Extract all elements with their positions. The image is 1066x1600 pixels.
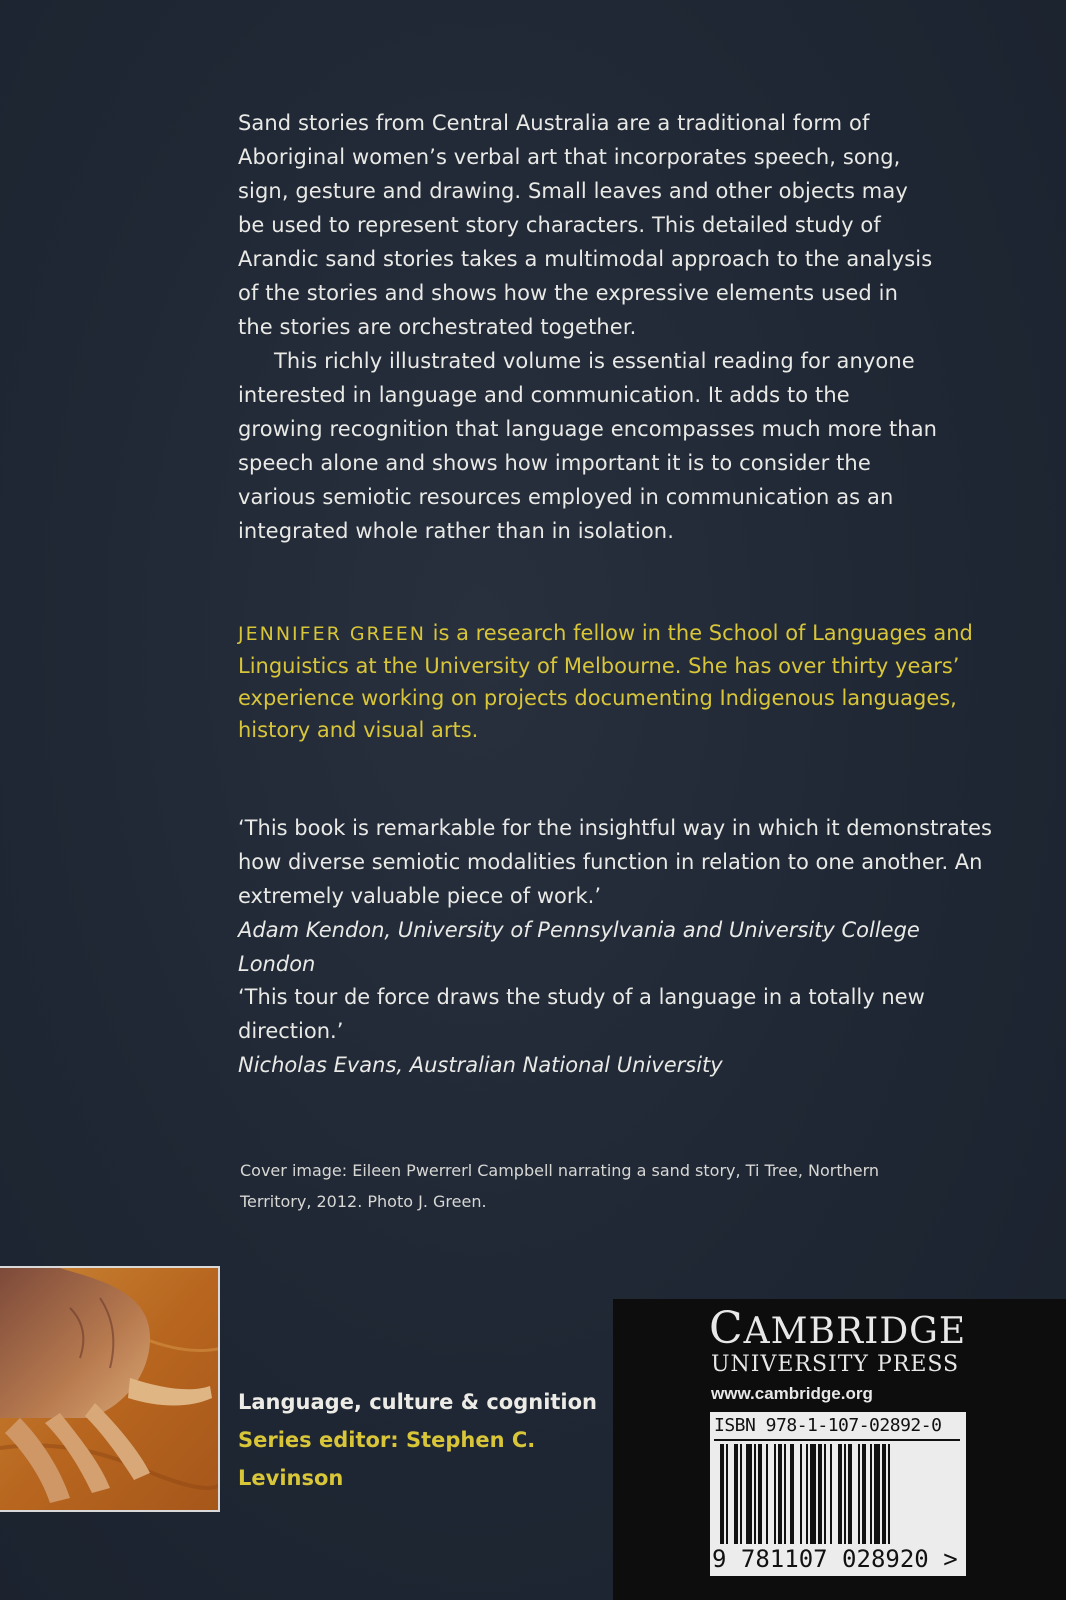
review-text: ‘This tour de force draws the study of a language in a totally new direction.’ bbox=[238, 985, 925, 1043]
series-title: Language, culture & cognition bbox=[238, 1390, 598, 1414]
series-editor: Series editor: Stephen C. Levinson bbox=[238, 1428, 536, 1490]
review-quote-2 bbox=[238, 980, 998, 1082]
review-quote-1 bbox=[238, 811, 998, 981]
blurb-paragraph-2: This richly illustrated volume is essential reading for anyone interested in language and communication. It adds to the growing recognition that language encompasses much more than speech alone and shows how important it is to consider the various semiotic resources employed in communication as an integrated whole rather than in isolation. bbox=[238, 349, 938, 543]
logo-rest: AMBRIDGE bbox=[743, 1311, 967, 1352]
barcode-panel bbox=[710, 1412, 966, 1576]
cover-image-credit: Cover image: Eileen Pwerrerl Campbell narrating a sand story, Ti Tree, Northern Territory, 2012. Photo J. Green. bbox=[240, 1161, 880, 1211]
hand-photo-illustration bbox=[0, 1268, 220, 1512]
book-blurb bbox=[238, 106, 938, 548]
isbn-label: ISBN 978-1-107-02892-0 bbox=[714, 1415, 942, 1436]
review-source: Adam Kendon, University of Pennsylvania and University College London bbox=[238, 918, 920, 976]
blurb-paragraph-1: Sand stories from Central Australia are a traditional form of Aboriginal women’s verbal art that incorporates speech, song, sign, gesture and drawing. Small leaves and other objects may be used to represent story characters. This detailed study of Arandic sand stories takes a multimodal approach to the analysis of the stories and shows how the expressive elements used in the stories are orchestrated together. bbox=[238, 111, 933, 339]
publisher-website: www.cambridge.org bbox=[711, 1384, 873, 1403]
publisher-box bbox=[613, 1299, 1066, 1600]
isbn-divider bbox=[714, 1439, 960, 1441]
barcode-bars bbox=[720, 1444, 956, 1544]
review-source: Nicholas Evans, Australian National University bbox=[238, 1053, 723, 1077]
publisher-subline: UNIVERSITY PRESS bbox=[711, 1352, 960, 1377]
cover-photo-hand-in-sand bbox=[0, 1266, 220, 1512]
logo-initial: C bbox=[709, 1303, 744, 1354]
author-bio bbox=[238, 617, 988, 746]
publisher-logo bbox=[709, 1303, 967, 1354]
barcode-digits: 9 781107 028920 > bbox=[712, 1545, 958, 1573]
author-bio-text: is a research fellow in the School of Languages and Linguistics at the University of Melbourne. She has over thirty years’ experience working on projects documenting Indigenous languages, history and visual arts. bbox=[238, 621, 973, 742]
series-info bbox=[238, 1383, 618, 1497]
review-text: ‘This book is remarkable for the insightful way in which it demonstrates how diverse semiotic modalities function in relation to one another. An extremely valuable piece of work.’ bbox=[238, 816, 992, 908]
author-name: JENNIFER GREEN bbox=[238, 623, 426, 645]
